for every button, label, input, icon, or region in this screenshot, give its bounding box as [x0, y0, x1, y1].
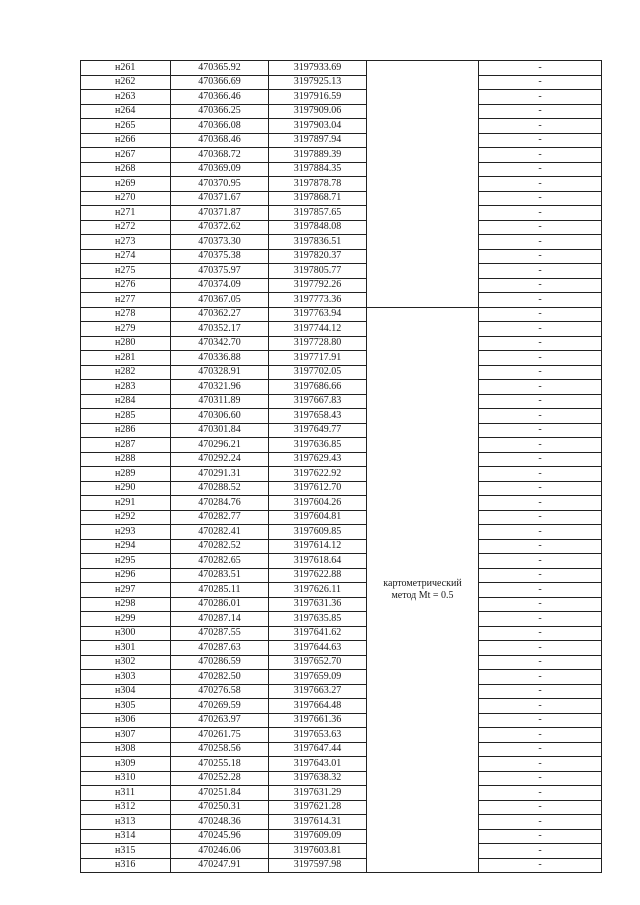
y-coordinate-cell: 3197621.28 [269, 800, 367, 815]
y-coordinate-cell: 3197614.12 [269, 539, 367, 554]
point-name-cell: н314 [81, 829, 171, 844]
point-name-cell: н285 [81, 409, 171, 424]
point-name-cell: н316 [81, 858, 171, 873]
table-row [81, 394, 602, 409]
point-name-cell: н270 [81, 191, 171, 206]
y-coordinate-cell: 3197631.36 [269, 597, 367, 612]
table-row [81, 626, 602, 641]
table-row [81, 815, 602, 830]
y-coordinate-cell: 3197604.26 [269, 496, 367, 511]
y-coordinate-cell: 3197820.37 [269, 249, 367, 264]
point-name-cell: н295 [81, 554, 171, 569]
table-row [81, 438, 602, 453]
dash-cell: - [479, 713, 602, 728]
dash-cell: - [479, 452, 602, 467]
x-coordinate-cell: 470284.76 [171, 496, 269, 511]
point-name-cell: н290 [81, 481, 171, 496]
x-coordinate-cell: 470250.31 [171, 800, 269, 815]
dash-cell: - [479, 409, 602, 424]
y-coordinate-cell: 3197702.05 [269, 365, 367, 380]
x-coordinate-cell: 470287.14 [171, 612, 269, 627]
method-line-2: метод Mt = 0.5 [391, 589, 454, 601]
dash-cell: - [479, 670, 602, 685]
table-row [81, 597, 602, 612]
point-name-cell: н289 [81, 467, 171, 482]
y-coordinate-cell: 3197652.70 [269, 655, 367, 670]
point-name-cell: н294 [81, 539, 171, 554]
point-name-cell: н312 [81, 800, 171, 815]
x-coordinate-cell: 470321.96 [171, 380, 269, 395]
x-coordinate-cell: 470336.88 [171, 351, 269, 366]
y-coordinate-cell: 3197868.71 [269, 191, 367, 206]
x-coordinate-cell: 470366.46 [171, 90, 269, 105]
point-name-cell: н271 [81, 206, 171, 221]
table-row [81, 148, 602, 163]
x-coordinate-cell: 470373.30 [171, 235, 269, 250]
y-coordinate-cell: 3197857.65 [269, 206, 367, 221]
table-row [81, 641, 602, 656]
x-coordinate-cell: 470366.25 [171, 104, 269, 119]
x-coordinate-cell: 470375.38 [171, 249, 269, 264]
x-coordinate-cell: 470252.28 [171, 771, 269, 786]
y-coordinate-cell: 3197663.27 [269, 684, 367, 699]
table-row [81, 481, 602, 496]
x-coordinate-cell: 470374.09 [171, 278, 269, 293]
dash-cell: - [479, 568, 602, 583]
dash-cell: - [479, 278, 602, 293]
x-coordinate-cell: 470247.91 [171, 858, 269, 873]
dash-cell: - [479, 757, 602, 772]
x-coordinate-cell: 470328.91 [171, 365, 269, 380]
dash-cell: - [479, 264, 602, 279]
x-coordinate-cell: 470366.08 [171, 119, 269, 134]
y-coordinate-cell: 3197649.77 [269, 423, 367, 438]
dash-cell: - [479, 249, 602, 264]
table-row [81, 655, 602, 670]
dash-cell: - [479, 394, 602, 409]
coordinates-table [80, 60, 602, 873]
x-coordinate-cell: 470296.21 [171, 438, 269, 453]
x-coordinate-cell: 470371.87 [171, 206, 269, 221]
point-name-cell: н278 [81, 307, 171, 322]
y-coordinate-cell: 3197644.63 [269, 641, 367, 656]
y-coordinate-cell: 3197916.59 [269, 90, 367, 105]
point-name-cell: н288 [81, 452, 171, 467]
dash-cell: - [479, 365, 602, 380]
method-cell-empty [367, 61, 479, 308]
x-coordinate-cell: 470372.62 [171, 220, 269, 235]
y-coordinate-cell: 3197635.85 [269, 612, 367, 627]
point-name-cell: н291 [81, 496, 171, 511]
table-row [81, 307, 602, 322]
dash-cell: - [479, 220, 602, 235]
dash-cell: - [479, 423, 602, 438]
y-coordinate-cell: 3197618.64 [269, 554, 367, 569]
table-row [81, 684, 602, 699]
y-coordinate-cell: 3197897.94 [269, 133, 367, 148]
y-coordinate-cell: 3197884.35 [269, 162, 367, 177]
y-coordinate-cell: 3197664.48 [269, 699, 367, 714]
method-line-1: картометрический [383, 577, 462, 589]
table-row [81, 699, 602, 714]
table-row [81, 713, 602, 728]
y-coordinate-cell: 3197641.62 [269, 626, 367, 641]
y-coordinate-cell: 3197728.80 [269, 336, 367, 351]
y-coordinate-cell: 3197889.39 [269, 148, 367, 163]
point-name-cell: н269 [81, 177, 171, 192]
dash-cell: - [479, 307, 602, 322]
dash-cell: - [479, 655, 602, 670]
x-coordinate-cell: 470371.67 [171, 191, 269, 206]
table-row [81, 670, 602, 685]
point-name-cell: н265 [81, 119, 171, 134]
dash-cell: - [479, 815, 602, 830]
table-row [81, 351, 602, 366]
y-coordinate-cell: 3197773.36 [269, 293, 367, 308]
x-coordinate-cell: 470269.59 [171, 699, 269, 714]
x-coordinate-cell: 470368.72 [171, 148, 269, 163]
y-coordinate-cell: 3197597.98 [269, 858, 367, 873]
dash-cell: - [479, 771, 602, 786]
table-row [81, 235, 602, 250]
table-row [81, 191, 602, 206]
point-name-cell: н304 [81, 684, 171, 699]
point-name-cell: н286 [81, 423, 171, 438]
dash-cell: - [479, 133, 602, 148]
point-name-cell: н302 [81, 655, 171, 670]
table-row [81, 844, 602, 859]
point-name-cell: н268 [81, 162, 171, 177]
table-row [81, 583, 602, 598]
dash-cell: - [479, 626, 602, 641]
table-row [81, 220, 602, 235]
point-name-cell: н284 [81, 394, 171, 409]
y-coordinate-cell: 3197659.09 [269, 670, 367, 685]
y-coordinate-cell: 3197622.92 [269, 467, 367, 482]
y-coordinate-cell: 3197604.81 [269, 510, 367, 525]
x-coordinate-cell: 470375.97 [171, 264, 269, 279]
x-coordinate-cell: 470255.18 [171, 757, 269, 772]
table-row [81, 423, 602, 438]
point-name-cell: н275 [81, 264, 171, 279]
y-coordinate-cell: 3197717.91 [269, 351, 367, 366]
x-coordinate-cell: 470286.01 [171, 597, 269, 612]
y-coordinate-cell: 3197667.83 [269, 394, 367, 409]
point-name-cell: н267 [81, 148, 171, 163]
x-coordinate-cell: 470263.97 [171, 713, 269, 728]
dash-cell: - [479, 177, 602, 192]
point-name-cell: н281 [81, 351, 171, 366]
table-row [81, 539, 602, 554]
table-row [81, 61, 602, 76]
point-name-cell: н287 [81, 438, 171, 453]
table-row [81, 75, 602, 90]
dash-cell: - [479, 336, 602, 351]
x-coordinate-cell: 470282.41 [171, 525, 269, 540]
table-row [81, 278, 602, 293]
table-row [81, 786, 602, 801]
table-row [81, 728, 602, 743]
table-row [81, 336, 602, 351]
dash-cell: - [479, 496, 602, 511]
dash-cell: - [479, 554, 602, 569]
dash-cell: - [479, 786, 602, 801]
method-cell [367, 307, 479, 873]
table-row [81, 858, 602, 873]
table-row [81, 133, 602, 148]
x-coordinate-cell: 470301.84 [171, 423, 269, 438]
point-name-cell: н305 [81, 699, 171, 714]
x-coordinate-cell: 470291.31 [171, 467, 269, 482]
point-name-cell: н282 [81, 365, 171, 380]
dash-cell: - [479, 119, 602, 134]
table-row [81, 104, 602, 119]
y-coordinate-cell: 3197661.36 [269, 713, 367, 728]
y-coordinate-cell: 3197805.77 [269, 264, 367, 279]
point-name-cell: н276 [81, 278, 171, 293]
dash-cell: - [479, 75, 602, 90]
x-coordinate-cell: 470352.17 [171, 322, 269, 337]
table-row [81, 162, 602, 177]
x-coordinate-cell: 470342.70 [171, 336, 269, 351]
y-coordinate-cell: 3197612.70 [269, 481, 367, 496]
y-coordinate-cell: 3197909.06 [269, 104, 367, 119]
x-coordinate-cell: 470287.55 [171, 626, 269, 641]
x-coordinate-cell: 470365.92 [171, 61, 269, 76]
point-name-cell: н297 [81, 583, 171, 598]
x-coordinate-cell: 470282.65 [171, 554, 269, 569]
point-name-cell: н292 [81, 510, 171, 525]
dash-cell: - [479, 191, 602, 206]
table-row [81, 510, 602, 525]
y-coordinate-cell: 3197686.66 [269, 380, 367, 395]
table-row [81, 800, 602, 815]
y-coordinate-cell: 3197848.08 [269, 220, 367, 235]
y-coordinate-cell: 3197653.63 [269, 728, 367, 743]
table-row [81, 771, 602, 786]
x-coordinate-cell: 470368.46 [171, 133, 269, 148]
table-row [81, 467, 602, 482]
table-row [81, 90, 602, 105]
x-coordinate-cell: 470246.06 [171, 844, 269, 859]
x-coordinate-cell: 470282.77 [171, 510, 269, 525]
table-row [81, 742, 602, 757]
x-coordinate-cell: 470311.89 [171, 394, 269, 409]
point-name-cell: н274 [81, 249, 171, 264]
dash-cell: - [479, 351, 602, 366]
x-coordinate-cell: 470251.84 [171, 786, 269, 801]
point-name-cell: н279 [81, 322, 171, 337]
y-coordinate-cell: 3197638.32 [269, 771, 367, 786]
x-coordinate-cell: 470276.58 [171, 684, 269, 699]
table-row [81, 554, 602, 569]
table-row [81, 177, 602, 192]
x-coordinate-cell: 470292.24 [171, 452, 269, 467]
y-coordinate-cell: 3197647.44 [269, 742, 367, 757]
table-row [81, 496, 602, 511]
x-coordinate-cell: 470369.09 [171, 162, 269, 177]
dash-cell: - [479, 293, 602, 308]
table-row [81, 757, 602, 772]
y-coordinate-cell: 3197626.11 [269, 583, 367, 598]
x-coordinate-cell: 470288.52 [171, 481, 269, 496]
y-coordinate-cell: 3197643.01 [269, 757, 367, 772]
point-name-cell: н280 [81, 336, 171, 351]
dash-cell: - [479, 467, 602, 482]
coordinates-table-wrapper [80, 60, 601, 871]
table-row [81, 380, 602, 395]
table-row [81, 322, 602, 337]
point-name-cell: н315 [81, 844, 171, 859]
dash-cell: - [479, 61, 602, 76]
point-name-cell: н266 [81, 133, 171, 148]
dash-cell: - [479, 583, 602, 598]
y-coordinate-cell: 3197836.51 [269, 235, 367, 250]
y-coordinate-cell: 3197629.43 [269, 452, 367, 467]
table-row [81, 452, 602, 467]
dash-cell: - [479, 728, 602, 743]
y-coordinate-cell: 3197878.78 [269, 177, 367, 192]
x-coordinate-cell: 470306.60 [171, 409, 269, 424]
point-name-cell: н296 [81, 568, 171, 583]
y-coordinate-cell: 3197631.29 [269, 786, 367, 801]
dash-cell: - [479, 481, 602, 496]
x-coordinate-cell: 470245.96 [171, 829, 269, 844]
table-row [81, 264, 602, 279]
point-name-cell: н300 [81, 626, 171, 641]
point-name-cell: н283 [81, 380, 171, 395]
point-name-cell: н308 [81, 742, 171, 757]
table-row [81, 293, 602, 308]
method-text [367, 578, 478, 602]
table-row [81, 249, 602, 264]
x-coordinate-cell: 470282.52 [171, 539, 269, 554]
x-coordinate-cell: 470362.27 [171, 307, 269, 322]
dash-cell: - [479, 438, 602, 453]
x-coordinate-cell: 470282.50 [171, 670, 269, 685]
dash-cell: - [479, 699, 602, 714]
dash-cell: - [479, 829, 602, 844]
dash-cell: - [479, 858, 602, 873]
point-name-cell: н273 [81, 235, 171, 250]
point-name-cell: н307 [81, 728, 171, 743]
point-name-cell: н277 [81, 293, 171, 308]
point-name-cell: н263 [81, 90, 171, 105]
dash-cell: - [479, 162, 602, 177]
x-coordinate-cell: 470286.59 [171, 655, 269, 670]
dash-cell: - [479, 206, 602, 221]
y-coordinate-cell: 3197744.12 [269, 322, 367, 337]
y-coordinate-cell: 3197925.13 [269, 75, 367, 90]
point-name-cell: н298 [81, 597, 171, 612]
dash-cell: - [479, 235, 602, 250]
x-coordinate-cell: 470258.56 [171, 742, 269, 757]
point-name-cell: н313 [81, 815, 171, 830]
point-name-cell: н262 [81, 75, 171, 90]
table-row [81, 568, 602, 583]
table-row [81, 119, 602, 134]
dash-cell: - [479, 510, 602, 525]
point-name-cell: н306 [81, 713, 171, 728]
x-coordinate-cell: 470283.51 [171, 568, 269, 583]
dash-cell: - [479, 380, 602, 395]
point-name-cell: н310 [81, 771, 171, 786]
dash-cell: - [479, 742, 602, 757]
y-coordinate-cell: 3197903.04 [269, 119, 367, 134]
point-name-cell: н299 [81, 612, 171, 627]
x-coordinate-cell: 470261.75 [171, 728, 269, 743]
x-coordinate-cell: 470370.95 [171, 177, 269, 192]
dash-cell: - [479, 539, 602, 554]
dash-cell: - [479, 322, 602, 337]
point-name-cell: н272 [81, 220, 171, 235]
point-name-cell: н301 [81, 641, 171, 656]
y-coordinate-cell: 3197636.85 [269, 438, 367, 453]
point-name-cell: н261 [81, 61, 171, 76]
x-coordinate-cell: 470366.69 [171, 75, 269, 90]
table-row [81, 612, 602, 627]
point-name-cell: н309 [81, 757, 171, 772]
dash-cell: - [479, 148, 602, 163]
x-coordinate-cell: 470367.05 [171, 293, 269, 308]
y-coordinate-cell: 3197933.69 [269, 61, 367, 76]
y-coordinate-cell: 3197792.26 [269, 278, 367, 293]
y-coordinate-cell: 3197763.94 [269, 307, 367, 322]
dash-cell: - [479, 90, 602, 105]
x-coordinate-cell: 470248.36 [171, 815, 269, 830]
table-row [81, 409, 602, 424]
point-name-cell: н303 [81, 670, 171, 685]
table-row [81, 206, 602, 221]
y-coordinate-cell: 3197614.31 [269, 815, 367, 830]
y-coordinate-cell: 3197609.85 [269, 525, 367, 540]
dash-cell: - [479, 844, 602, 859]
dash-cell: - [479, 104, 602, 119]
y-coordinate-cell: 3197658.43 [269, 409, 367, 424]
point-name-cell: н311 [81, 786, 171, 801]
coordinates-table-body [81, 61, 602, 873]
dash-cell: - [479, 525, 602, 540]
x-coordinate-cell: 470285.11 [171, 583, 269, 598]
point-name-cell: н264 [81, 104, 171, 119]
y-coordinate-cell: 3197603.81 [269, 844, 367, 859]
y-coordinate-cell: 3197609.09 [269, 829, 367, 844]
point-name-cell: н293 [81, 525, 171, 540]
y-coordinate-cell: 3197622.88 [269, 568, 367, 583]
table-row [81, 829, 602, 844]
table-row [81, 525, 602, 540]
x-coordinate-cell: 470287.63 [171, 641, 269, 656]
dash-cell: - [479, 800, 602, 815]
dash-cell: - [479, 641, 602, 656]
table-row [81, 365, 602, 380]
dash-cell: - [479, 684, 602, 699]
dash-cell: - [479, 597, 602, 612]
dash-cell: - [479, 612, 602, 627]
